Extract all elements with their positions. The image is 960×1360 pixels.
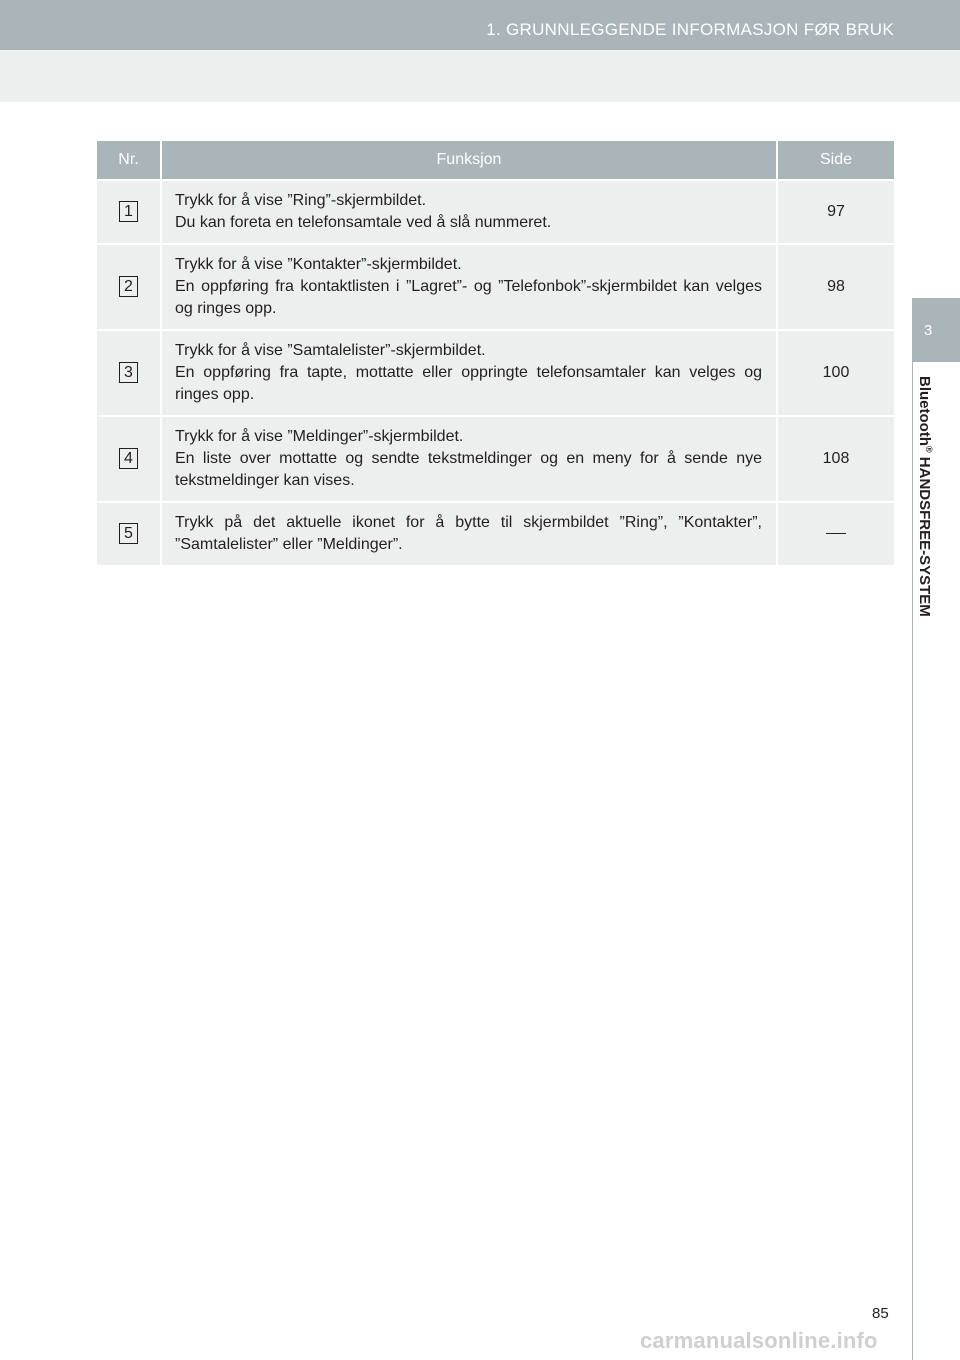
table-row — [97, 179, 894, 243]
number-box: 3 — [119, 362, 138, 383]
page-cell: 100 — [778, 329, 894, 415]
chapter-title-main: Bluetooth — [916, 376, 933, 446]
chapter-divider — [912, 362, 913, 1360]
number-box: 1 — [119, 201, 138, 222]
function-cell — [162, 179, 778, 243]
function-line: Trykk for å vise ”Meldinger”-skjermbildet. — [175, 428, 464, 445]
table-row — [97, 243, 894, 329]
page-cell: 98 — [778, 243, 894, 329]
section-title: 1. GRUNNLEGGENDE INFORMASJON FØR BRUK — [486, 20, 894, 39]
dash-mark — [826, 533, 846, 534]
function-cell — [162, 501, 778, 565]
chapter-tab — [912, 298, 960, 362]
function-cell — [162, 243, 778, 329]
header-subbar — [0, 50, 960, 102]
table-row — [97, 501, 894, 565]
chapter-title-rest: HANDSFREE-SYSTEM — [916, 452, 933, 617]
number-box: 5 — [119, 523, 138, 544]
number-box: 2 — [119, 276, 138, 297]
table-row — [97, 415, 894, 501]
number-box: 4 — [119, 448, 138, 469]
function-cell — [162, 415, 778, 501]
page-cell-dash — [778, 501, 894, 565]
table-header-row — [97, 141, 894, 179]
function-line: Trykk for å vise ”Ring”-skjermbildet. — [175, 192, 427, 209]
table-row — [97, 329, 894, 415]
chapter-title — [916, 376, 934, 617]
header-page: Side — [778, 141, 894, 179]
function-line: Trykk for å vise ”Samtalelister”-skjermbildet. — [175, 342, 486, 359]
function-line: En liste over mottatte og sendte tekstmeldinger og en meny for å sende nye tekstmeldinger kan vises. — [175, 450, 762, 489]
page-number: 85 — [872, 1305, 889, 1322]
function-table — [97, 141, 894, 565]
function-line: Du kan foreta en telefonsamtale ved å slå nummeret. — [175, 214, 552, 231]
registered-mark: ® — [924, 445, 934, 453]
header-function: Funksjon — [162, 141, 778, 179]
function-cell — [162, 329, 778, 415]
watermark: carmanualsonline.info — [640, 1328, 878, 1353]
function-line: En oppføring fra tapte, mottatte eller oppringte telefonsamtaler kan velges og ringes opp. — [175, 364, 762, 403]
function-line: Trykk på det aktuelle ikonet for å bytte til skjermbildet ”Ring”, ”Kontakter”, ”Samtalelister” eller ”Meldinger”. — [175, 514, 762, 553]
page-cell: 97 — [778, 179, 894, 243]
page-cell: 108 — [778, 415, 894, 501]
header-bar — [0, 0, 960, 50]
function-line: En oppføring fra kontaktlisten i ”Lagret”- og ”Telefonbok”-skjermbildet kan velges og ringes opp. — [175, 278, 762, 317]
chapter-number: 3 — [924, 322, 933, 339]
function-line: Trykk for å vise ”Kontakter”-skjermbildet. — [175, 256, 462, 273]
header-nr: Nr. — [97, 141, 162, 179]
